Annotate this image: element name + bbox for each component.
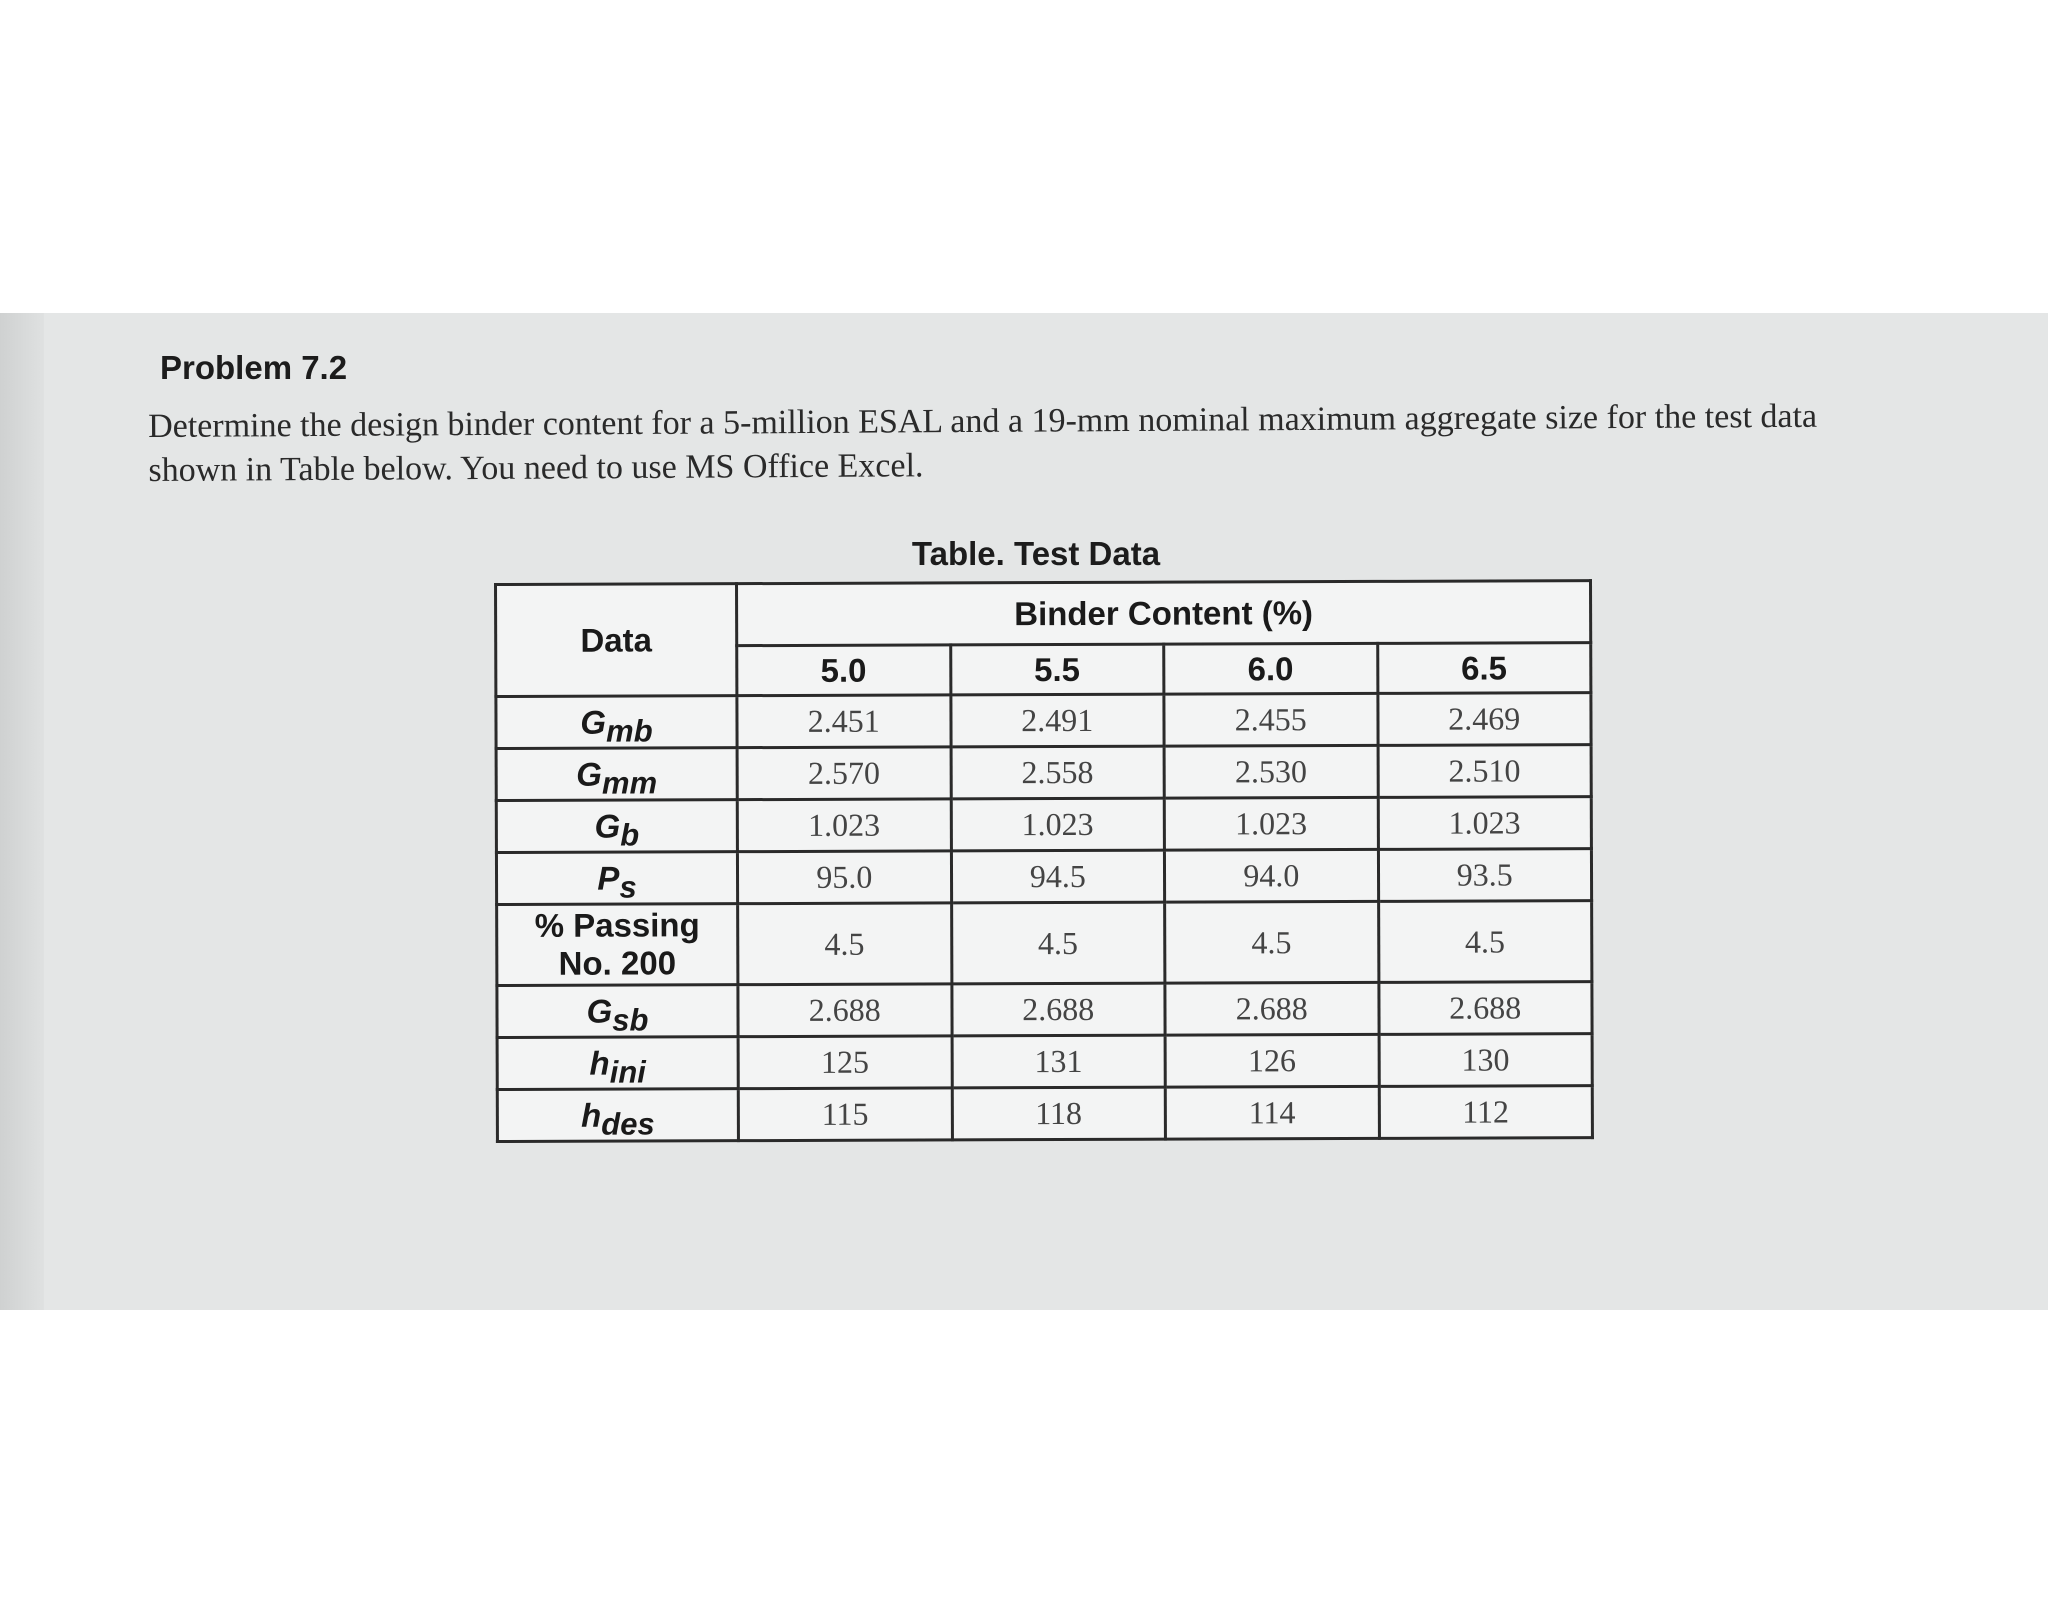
table-cell: 115 bbox=[738, 1088, 952, 1141]
table-cell: 2.688 bbox=[1165, 982, 1379, 1035]
table-cell: 4.5 bbox=[1378, 901, 1592, 983]
table-cell: 94.5 bbox=[951, 850, 1165, 903]
table-cell: 1.023 bbox=[1378, 797, 1592, 850]
table-cell: 130 bbox=[1379, 1034, 1593, 1087]
row-label-hdes: hdes bbox=[497, 1089, 738, 1142]
table-cell: 93.5 bbox=[1378, 849, 1592, 902]
row-label-gb: Gb bbox=[496, 800, 737, 853]
table-cell: 125 bbox=[738, 1036, 952, 1089]
table-row bbox=[497, 1086, 1592, 1142]
row-label-passing-no200: % Passing No. 200 bbox=[497, 904, 738, 986]
table-caption: Table. Test Data bbox=[911, 535, 1161, 572]
row-label-gsb: Gsb bbox=[497, 985, 738, 1038]
row-label-hini: hini bbox=[497, 1037, 738, 1090]
column-header: 6.5 bbox=[1377, 643, 1591, 694]
table-cell: 95.0 bbox=[737, 851, 951, 904]
problem-title: Problem 7.2 bbox=[160, 349, 348, 386]
table-cell: 4.5 bbox=[738, 903, 952, 985]
table-row bbox=[496, 849, 1591, 905]
table-cell: 4.5 bbox=[1165, 901, 1379, 983]
table-cell: 94.0 bbox=[1164, 849, 1378, 902]
problem-statement: Determine the design binder content for a 5-million ESAL and a 19-mm nominal maximum aggregate size for the test data shown in Table below. You need to use MS Office Excel. bbox=[148, 397, 1818, 489]
table-cell: 2.570 bbox=[737, 747, 951, 800]
table-cell: 4.5 bbox=[951, 902, 1165, 984]
test-data-table bbox=[494, 579, 1594, 1143]
table-row bbox=[496, 693, 1591, 749]
table-cell: 118 bbox=[952, 1087, 1166, 1140]
table-cell: 2.451 bbox=[737, 695, 951, 748]
table-cell: 1.023 bbox=[737, 799, 951, 852]
binder-content-header: Binder Content (%) bbox=[737, 581, 1591, 646]
table-row bbox=[497, 982, 1592, 1038]
column-header: 5.0 bbox=[737, 645, 951, 696]
table-row bbox=[496, 745, 1591, 801]
table-row bbox=[497, 901, 1592, 986]
table-row bbox=[496, 797, 1591, 853]
row-label-gmm: Gmm bbox=[496, 748, 737, 801]
document-page bbox=[0, 313, 2048, 1310]
table-cell: 126 bbox=[1165, 1034, 1379, 1087]
column-header: 5.5 bbox=[950, 644, 1164, 695]
table-cell: 2.455 bbox=[1164, 693, 1378, 746]
table-cell: 2.558 bbox=[951, 746, 1165, 799]
table-cell: 1.023 bbox=[951, 798, 1165, 851]
table-cell: 2.530 bbox=[1164, 745, 1378, 798]
table-cell: 2.510 bbox=[1378, 745, 1592, 798]
table-cell: 112 bbox=[1379, 1086, 1593, 1139]
table-cell: 2.491 bbox=[950, 694, 1164, 747]
table-cell: 2.688 bbox=[951, 983, 1165, 1036]
table-row bbox=[497, 1034, 1592, 1090]
row-label-gmb: Gmb bbox=[496, 696, 737, 749]
table-cell: 2.469 bbox=[1377, 693, 1591, 746]
column-header: 6.0 bbox=[1164, 643, 1378, 694]
table-cell: 2.688 bbox=[738, 984, 952, 1037]
table-cell: 114 bbox=[1165, 1086, 1379, 1139]
table-cell: 2.688 bbox=[1378, 982, 1592, 1035]
table-cell: 131 bbox=[952, 1035, 1166, 1088]
table-cell: 1.023 bbox=[1164, 797, 1378, 850]
data-header: Data bbox=[496, 584, 737, 697]
row-label-ps: Ps bbox=[496, 852, 737, 905]
